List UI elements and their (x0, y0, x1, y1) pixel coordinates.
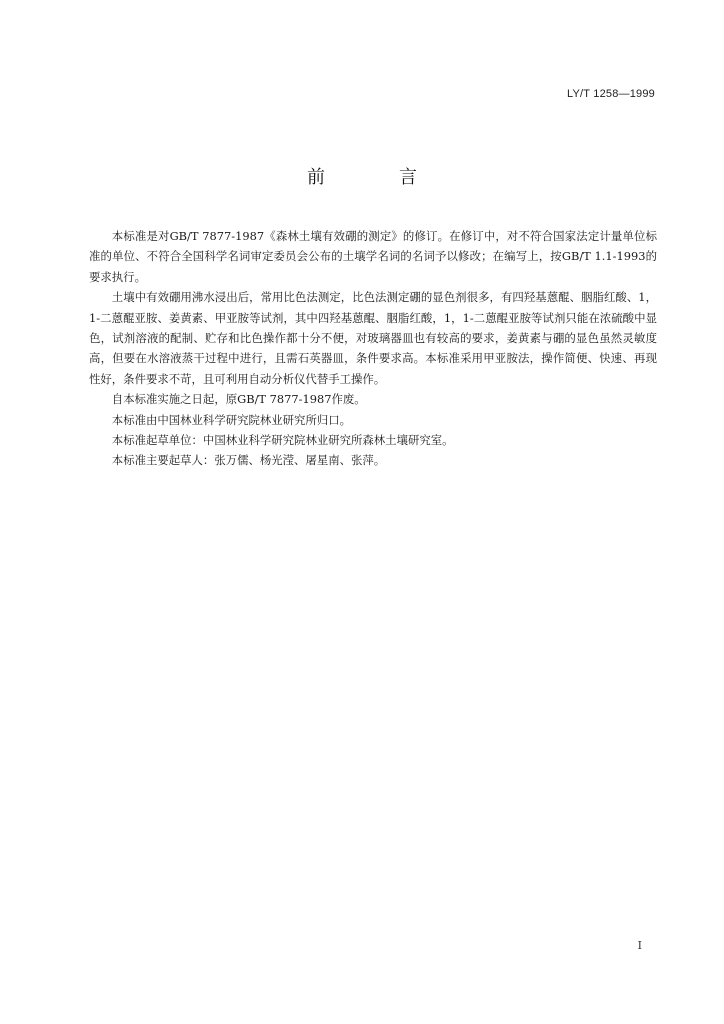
page-number: I (637, 939, 642, 952)
paragraph-supersede: 自本标准实施之日起，原GB/T 7877-1987作废。 (111, 392, 366, 407)
paragraph-method: 土壤中有效硼用沸水浸出后，常用比色法测定，比色法测定硼的显色剂很多，有四羟基蒽醌、胭脂红酸、1，1-二蒽醌亚胺、姜黄素、甲亚胺等试剂，其中四羟基蒽醌、胭脂红酸，1，1-二蒽醌亚胺等试剂只能在浓硫酸中显色，试剂溶液的配制、贮存和比色操作都十分不便，对玻璃器皿也有较高的要求，姜黄素与硼的显色虽然灵敏度高，但要在水溶液蒸干过程中进行，且需石英器皿，条件要求高。本标准采用甲亚胺法，操作简便、快速、再现性好，条件要求不苛，且可利用自动分析仪代替手工操作。 (89, 290, 657, 386)
standard-code: LY/T 1258—1999 (566, 88, 655, 100)
paragraph-drafting-unit: 本标准起草单位：中国林业科学研究院林业研究所森林土壤研究室。 (111, 433, 454, 448)
paragraph-responsible: 本标准由中国林业科学研究院林业研究所归口。 (111, 412, 352, 427)
paragraph-drafters: 本标准主要起草人：张万儒、杨光滢、屠星南、张萍。 (111, 453, 386, 468)
paragraph-revision: 本标准是对GB/T 7877-1987《森林土壤有效硼的测定》的修订。在修订中，对不符合国家法定计量单位标准的单位、不符合全国科学名词审定委员会公布的土壤学名词的名词予以修改；在编写上，按GB/T 1.1-1993的要求执行。 (89, 229, 657, 284)
page-title: 前 言 (307, 167, 445, 188)
document-body (89, 226, 657, 471)
